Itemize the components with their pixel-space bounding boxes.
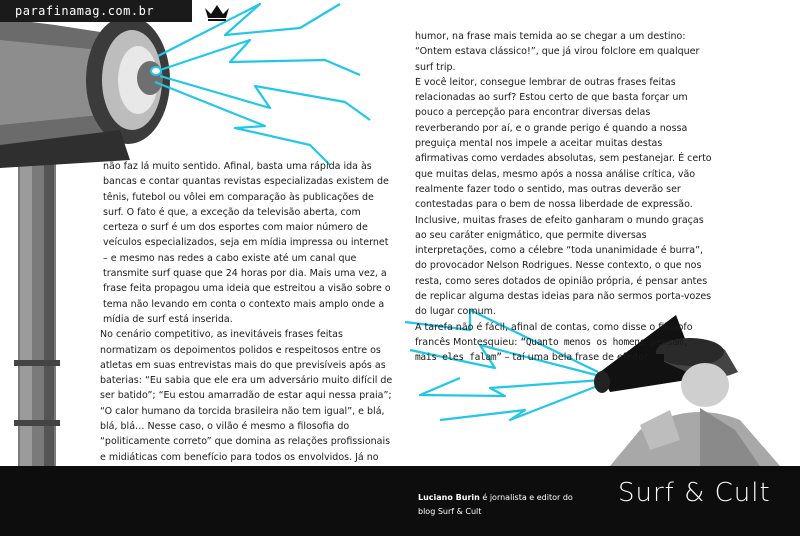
article-text: A tarefa não é fácil, afinal de contas, como disse o filósofo francês Montesquieu: xyxy=(415,321,693,348)
article-paragraph xyxy=(415,320,715,366)
crown-icon xyxy=(202,2,232,22)
sound-wave-graphic-left xyxy=(155,4,370,165)
site-url[interactable]: parafinamag.com.br xyxy=(15,4,155,18)
author-name: Luciano Burin xyxy=(418,493,480,502)
article-closing: – taí uma bela frase de efeito! xyxy=(501,352,648,364)
author-bio: é jornalista e editor do blog Surf & Cult xyxy=(418,493,573,516)
end-of-article-mark xyxy=(656,354,664,362)
article-left-column xyxy=(100,159,395,480)
brand-logo: Surf & Cult xyxy=(618,478,771,508)
article-paragraph: Inclusive, muitas frases de efeito ganharam o mundo graças ao seu caráter enigmático, que permite diversas interpretações, como a célebre “toda unanimidade é burra”, do provocador Nelson Rodrigues. Nesse contexto, o que nos resta, como seres dotados de opinião própria, é pensar antes de replicar alguma destas ideias para não sermos porta-vozes do lugar comum. xyxy=(415,214,712,318)
site-url-tab[interactable] xyxy=(0,0,192,22)
article-paragraph: E você leitor, consegue lembrar de outras frases feitas relacionadas ao surf? Estou certo de que basta forçar um pouco a percepção para encontrar diversas delas reverberando por aí, e o grande perigo é quando a nossa preguiça mental nos impele a aceitar muitas destas afirmativas como verdades absolutas, sem pestanejar. É certo que muitas delas, mesmo após a nossa análise crítica, vão realmente fazer todo o sentido, mas outras deverão ser contestadas para o bem de nossa liberdade de expressão. xyxy=(415,76,712,211)
article-paragraph: humor, na frase mais temida ao se chegar a um destino: “Ontem estava clássico!”, que já virou folclore em qualquer surf trip. xyxy=(415,31,700,73)
author-byline xyxy=(418,491,578,519)
montesquieu-quote: “Quanto menos os homens pensam, mais eles falam” xyxy=(415,336,689,364)
article-paragraph: No cenário competitivo, as inevitáveis frases feitas normatizam os depoimentos polidos e respeitosos entre os atletas em suas entrevistas mais do que previsíveis após as baterias: “Eu sabia que ele era um adversário muito difícil de ser batido”; “Eu estou amarradão de estar aqui nessa praia”; “O calor humano da torcida brasileira não tem igual”, e blá, blá, blá… Nesse caso, o vilão é mesmo a filosofia do “politicamente correto” que domina as relações profissionais e midiáticas com benefício para todos os envolvidos. Já no xyxy=(100,329,393,463)
article-paragraph: não faz lá muito sentido. Afinal, basta uma rápida ida às bancas e contar quantas revistas especializadas existem de tênis, futebol ou vôlei em comparação às publicações de surf. O fato é que, a exceção da televisão aberta, com certeza o surf é um dos esportes com maior número de veículos especializados, seja em mídia impressa ou internet – e mesmo nas redes a cabo existe até um canal que transmite surf quase que 24 horas por dia. Mais uma vez, a frase feita propagou uma ideia que estreitou a visão sobre o tema não levando em conta o contexto mais amplo onde a mídia de surf está inserida. xyxy=(103,161,391,325)
article-right-column xyxy=(415,29,715,366)
